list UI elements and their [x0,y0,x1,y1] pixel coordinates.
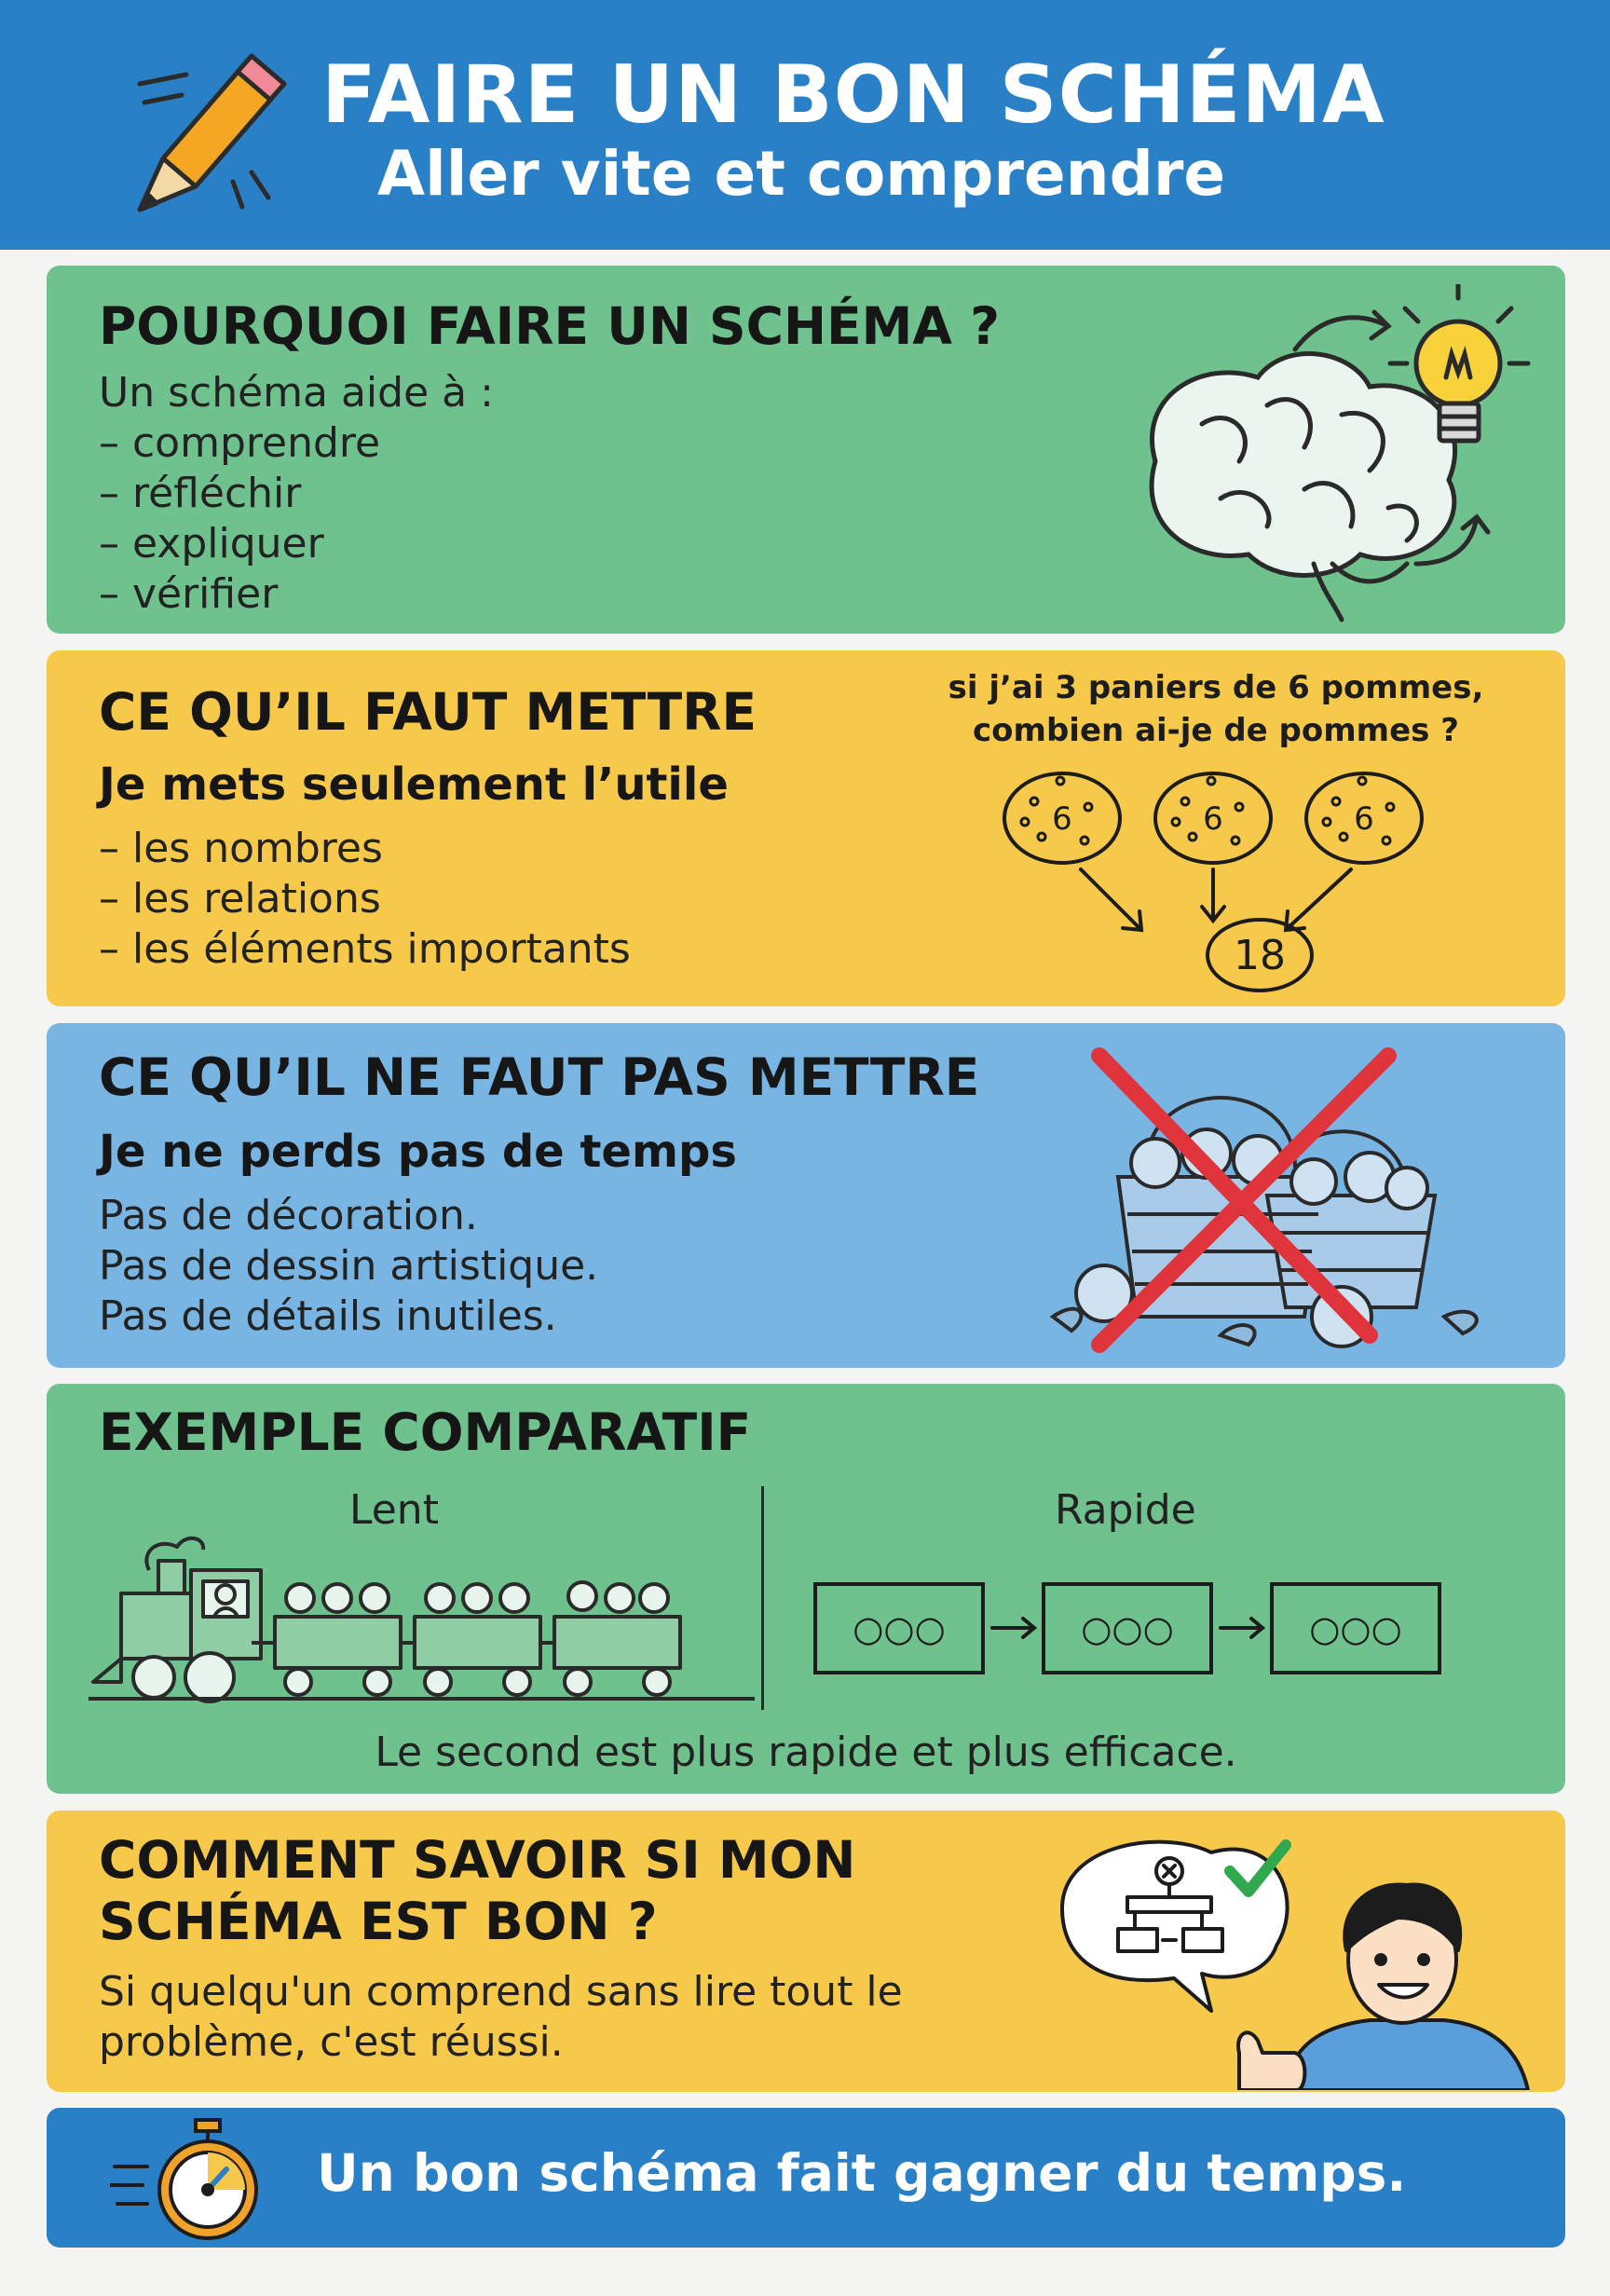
list-item: – les éléments importants [99,925,631,973]
flow-diagram [811,1579,1519,1682]
list-item: – expliquer [99,520,324,567]
list-item: Pas de décoration. [99,1192,478,1239]
pencil-icon [130,47,298,214]
example-panel [47,1384,1565,1794]
list-item: – comprendre [99,419,381,467]
flow-box-content: ○○○ [1309,1608,1402,1649]
what-subheading: Je mets seulement l’utile [99,758,729,811]
what-not-heading: CE QU’IL NE FAUT PAS METTRE [99,1047,980,1107]
what-not-list [99,1191,598,1342]
result-value: 18 [1234,932,1286,979]
list-item: Pas de dessin artistique. [99,1242,599,1290]
what-not-subheading: Je ne perds pas de temps [99,1126,737,1178]
footer-banner [47,2108,1565,2248]
check-heading [99,1829,855,1952]
why-intro: Un schéma aide à : [99,369,494,417]
example-heading: EXEMPLE COMPARATIF [99,1402,752,1462]
example-conclusion: Le second est plus rapide et plus efficace. [375,1729,1237,1776]
stopwatch-icon [110,2115,268,2246]
basket-diagram [988,753,1509,1004]
basket-value: 6 [1052,800,1072,838]
check-text-line: problème, c'est réussi. [99,2018,564,2066]
what-heading: CE QU’IL FAUT METTRE [99,682,757,742]
crossed-out-basket-icon [1034,1037,1519,1359]
train-icon [84,1533,755,1710]
list-item: Pas de détails inutiles. [99,1292,557,1340]
list-item: – les relations [99,875,381,922]
header-banner [0,0,1610,250]
check-panel [47,1811,1565,2092]
check-heading-line: SCHÉMA EST BON ? [99,1892,658,1951]
comparison-divider [761,1486,764,1710]
why-panel [47,266,1565,634]
page-title: FAIRE UN BON SCHÉMA [321,48,1385,142]
question-line: combien ai-je de pommes ? [973,712,1459,749]
basket-value: 6 [1354,800,1374,838]
thumbs-up-person-icon [1053,1824,1537,2090]
brain-lightbulb-icon [1081,284,1547,629]
fast-label: Rapide [1055,1486,1196,1534]
check-heading-line: COMMENT SAVOIR SI MON [99,1830,856,1890]
slow-label: Lent [349,1486,439,1534]
example-question [932,666,1500,752]
what-list [99,824,631,975]
check-text [99,1967,903,2068]
flow-box-content: ○○○ [853,1608,946,1649]
why-list [99,368,494,620]
list-item: – réfléchir [99,470,302,517]
page-subtitle: Aller vite et comprendre [377,138,1226,210]
check-text-line: Si quelqu'un comprend sans lire tout le [99,1968,903,2016]
why-heading: POURQUOI FAIRE UN SCHÉMA ? [99,296,1000,356]
what-not-panel [47,1023,1565,1368]
what-panel [47,650,1565,1006]
question-line: si j’ai 3 paniers de 6 pommes, [948,669,1484,706]
flow-box-content: ○○○ [1081,1608,1174,1649]
list-item: – vérifier [99,570,279,618]
basket-value: 6 [1203,800,1223,838]
list-item: – les nombres [99,825,383,872]
footer-text: Un bon schéma fait gagner du temps. [317,2143,1407,2203]
